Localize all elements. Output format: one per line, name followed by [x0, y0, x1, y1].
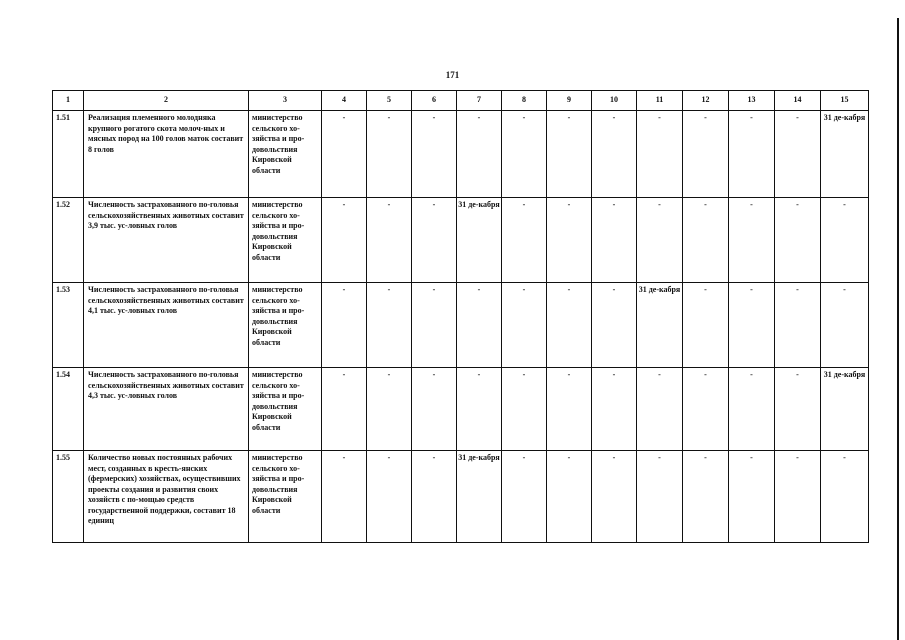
row-number: 1.55: [53, 451, 84, 543]
table-body: [53, 111, 869, 543]
dash-cell: -: [729, 198, 775, 283]
dash-cell: -: [683, 451, 729, 543]
row-description: Численность застрахованного по-головья сельскохозяйственных животных составит 4,3 тыс. ус-ловных голов: [84, 368, 249, 451]
dash-cell: -: [322, 283, 367, 368]
dash-cell: -: [322, 451, 367, 543]
deadline-cell: 31 де-кабря: [637, 283, 683, 368]
dash-cell: -: [592, 111, 637, 198]
deadline-cell: 31 де-кабря: [821, 368, 869, 451]
dash-cell: -: [637, 368, 683, 451]
dash-cell: -: [457, 111, 502, 198]
table-row: [53, 283, 869, 368]
dash-cell: -: [637, 451, 683, 543]
table-row: [53, 111, 869, 198]
dash-cell: -: [592, 451, 637, 543]
dash-cell: -: [637, 198, 683, 283]
dash-cell: -: [367, 111, 412, 198]
dash-cell: -: [592, 283, 637, 368]
dash-cell: -: [367, 451, 412, 543]
page-edge-line: [897, 18, 899, 640]
dash-cell: -: [637, 111, 683, 198]
dash-cell: -: [412, 111, 457, 198]
column-header: 10: [592, 91, 637, 111]
dash-cell: -: [592, 198, 637, 283]
dash-cell: -: [821, 198, 869, 283]
deadline-cell: 31 де-кабря: [457, 198, 502, 283]
column-header: 7: [457, 91, 502, 111]
dash-cell: -: [547, 111, 592, 198]
dash-cell: -: [775, 368, 821, 451]
row-number: 1.54: [53, 368, 84, 451]
dash-cell: -: [502, 283, 547, 368]
dash-cell: -: [683, 368, 729, 451]
dash-cell: -: [729, 451, 775, 543]
dash-cell: -: [775, 283, 821, 368]
column-header: 8: [502, 91, 547, 111]
column-header: 13: [729, 91, 775, 111]
dash-cell: -: [367, 368, 412, 451]
column-header: 2: [84, 91, 249, 111]
row-description: Численность застрахованного по-головья сельскохозяйственных животных составит 4,1 тыс. ус-ловных голов: [84, 283, 249, 368]
row-number: 1.53: [53, 283, 84, 368]
dash-cell: -: [547, 198, 592, 283]
dash-cell: -: [592, 368, 637, 451]
dash-cell: -: [683, 198, 729, 283]
dash-cell: -: [457, 283, 502, 368]
dash-cell: -: [322, 111, 367, 198]
dash-cell: -: [547, 368, 592, 451]
dash-cell: -: [322, 198, 367, 283]
dash-cell: -: [412, 283, 457, 368]
dash-cell: -: [322, 368, 367, 451]
column-header: 5: [367, 91, 412, 111]
column-header: 11: [637, 91, 683, 111]
dash-cell: -: [821, 451, 869, 543]
dash-cell: -: [502, 111, 547, 198]
dash-cell: -: [547, 283, 592, 368]
column-header: 1: [53, 91, 84, 111]
dash-cell: -: [683, 283, 729, 368]
dash-cell: -: [367, 198, 412, 283]
row-organization: министерство сельского хо-зяйства и про-довольствия Кировской области: [249, 198, 322, 283]
table-row: [53, 368, 869, 451]
row-description: Численность застрахованного по-головья сельскохозяйственных животных составит 3,9 тыс. ус-ловных голов: [84, 198, 249, 283]
column-header: 15: [821, 91, 869, 111]
table-row: [53, 198, 869, 283]
row-description: Количество новых постоянных рабочих мест, созданных в кресть-янских (фермерских) хозяйствах, осуществивших проекты создания и развития своих хозяйств с по-мощью средств государственной поддержки, составит 18 единиц: [84, 451, 249, 543]
dash-cell: -: [821, 283, 869, 368]
page-number: 171: [445, 70, 460, 80]
dash-cell: -: [502, 451, 547, 543]
dash-cell: -: [683, 111, 729, 198]
dash-cell: -: [502, 368, 547, 451]
dash-cell: -: [457, 368, 502, 451]
dash-cell: -: [775, 451, 821, 543]
column-header: 12: [683, 91, 729, 111]
column-header: 9: [547, 91, 592, 111]
dash-cell: -: [547, 451, 592, 543]
deadline-cell: 31 де-кабря: [457, 451, 502, 543]
column-header: 4: [322, 91, 367, 111]
dash-cell: -: [412, 368, 457, 451]
column-header: 3: [249, 91, 322, 111]
row-organization: министерство сельского хо-зяйства и про-довольствия Кировской области: [249, 111, 322, 198]
dash-cell: -: [412, 198, 457, 283]
column-header: 14: [775, 91, 821, 111]
row-organization: министерство сельского хо-зяйства и про-довольствия Кировской области: [249, 451, 322, 543]
row-organization: министерство сельского хо-зяйства и про-довольствия Кировской области: [249, 368, 322, 451]
deadline-cell: 31 де-кабря: [821, 111, 869, 198]
dash-cell: -: [367, 283, 412, 368]
row-organization: министерство сельского хо-зяйства и про-довольствия Кировской области: [249, 283, 322, 368]
schedule-table: [52, 90, 869, 543]
dash-cell: -: [729, 368, 775, 451]
row-description: Реализация племенного молодняка крупного рогатого скота молоч-ных и мясных пород на 100 голов маток составит 8 голов: [84, 111, 249, 198]
dash-cell: -: [502, 198, 547, 283]
row-number: 1.51: [53, 111, 84, 198]
table-row: [53, 451, 869, 543]
row-number: 1.52: [53, 198, 84, 283]
header-row: [53, 91, 869, 111]
dash-cell: -: [775, 111, 821, 198]
dash-cell: -: [729, 111, 775, 198]
dash-cell: -: [775, 198, 821, 283]
column-header: 6: [412, 91, 457, 111]
dash-cell: -: [412, 451, 457, 543]
dash-cell: -: [729, 283, 775, 368]
